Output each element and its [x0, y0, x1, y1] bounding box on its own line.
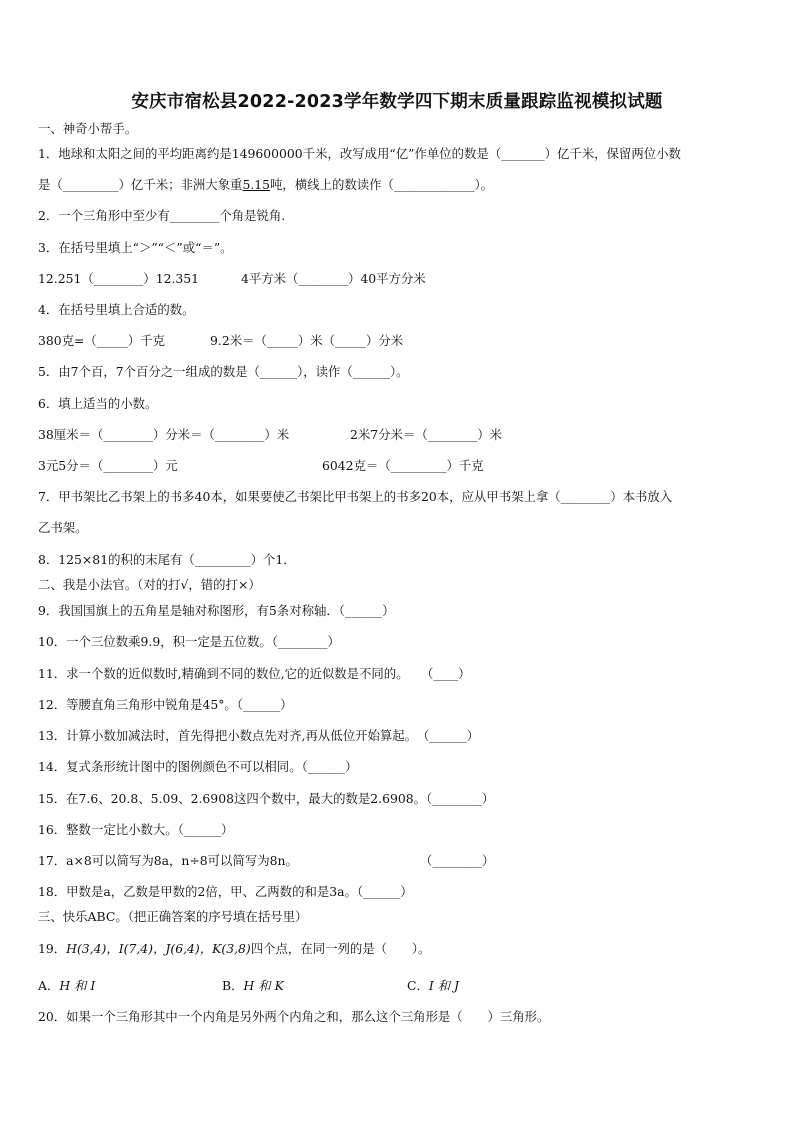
question-10: 10．一个三位数乘9.9，积一定是五位数。（________） — [38, 634, 340, 649]
section-3-heading: 三、快乐ABC。（把正确答案的序号填在括号里） — [38, 909, 308, 924]
option-a — [38, 978, 95, 994]
question-19 — [38, 941, 758, 957]
question-17-blank: （________） — [420, 853, 495, 868]
option-a-text: H 和 I — [59, 978, 96, 993]
question-6: 6．填上适当的小数。 — [38, 396, 158, 411]
question-4-item-b: 9.2米＝（_____）米（_____）分米 — [210, 333, 404, 348]
question-7-line-1: 7．甲书架比乙书架上的书多40本，如果要使乙书架比甲书架上的书多20本，应从甲书架上拿（________）本书放入 — [38, 489, 673, 504]
option-a-label: A． — [38, 978, 60, 993]
question-2: 2．一个三角形中至少有________个角是锐角. — [38, 208, 286, 223]
question-19-text: 四个点，在同一列的是（ ）。 — [250, 941, 431, 956]
option-b-label: B． — [222, 978, 244, 993]
question-3-item-a: 12.251（________）12.351 — [38, 271, 200, 286]
question-3: 3．在括号里填上“＞”“＜”或“＝”。 — [38, 240, 233, 255]
question-17-text: 17．a×8可以简写为8a，n÷8可以简写为8n。 — [38, 853, 298, 868]
option-c — [407, 978, 459, 994]
question-19-points: H(3,4)，I(7,4)，J(6,4)，K(3,8) — [66, 941, 251, 956]
question-1-line-2 — [38, 177, 758, 193]
option-b — [222, 978, 284, 994]
question-13: 13．计算小数加减法时，首先得把小数点先对齐,再从低位开始算起。 （______） — [38, 728, 479, 743]
section-2-heading: 二、我是小法官。（对的打√，错的打×） — [38, 577, 261, 592]
question-6-item-d: 6042克＝（_________）千克 — [322, 458, 484, 473]
question-3-item-b: 4平方米（________）40平方分米 — [241, 271, 426, 286]
question-12: 12．等腰直角三角形中锐角是45°。（______） — [38, 697, 293, 712]
question-4-item-a: 380克=（_____）千克 — [38, 333, 165, 348]
question-15: 15．在7.6、20.8、5.09、2.6908这四个数中，最大的数是2.6908。（________） — [38, 791, 495, 806]
question-11: 11．求一个数的近似数时,精确到不同的数位,它的近似数是不同的。 （____） — [38, 666, 471, 681]
question-1-text-a: 是（_________）亿千米；非洲大象重 — [38, 177, 243, 192]
question-18: 18．甲数是a，乙数是甲数的2倍，甲、乙两数的和是3a。（______） — [38, 884, 413, 899]
question-16: 16．整数一定比小数大。（______） — [38, 822, 234, 837]
question-8: 8．125×81的积的末尾有（_________）个1． — [38, 552, 296, 567]
question-9: 9．我国国旗上的五角星是轴对称图形，有5条对称轴．（______） — [38, 603, 395, 618]
question-1-line-1: 1．地球和太阳之间的平均距离约是149600000千米，改写成用“亿”作单位的数是（_______）亿千米，保留两位小数 — [38, 146, 681, 161]
question-4: 4．在括号里填上合适的数。 — [38, 302, 195, 317]
section-1-heading: 一、神奇小帮手。 — [38, 121, 138, 136]
question-20: 20．如果一个三角形其中一个内角是另外两个内角之和，那么这个三角形是（ ）三角形。 — [38, 1009, 550, 1024]
option-b-text: H 和 K — [243, 978, 284, 993]
question-1-text-b: 吨，横线上的数读作（_____________）。 — [270, 177, 494, 192]
option-c-text: I 和 J — [428, 978, 460, 993]
question-6-item-c: 3元5分＝（________）元 — [38, 458, 178, 473]
question-6-item-a: 38厘米＝（________）分米＝（________）米 — [38, 427, 290, 442]
question-7-line-2: 乙书架。 — [38, 520, 88, 535]
question-5: 5．由7个百，7个百分之一组成的数是（______），读作（______）。 — [38, 364, 409, 379]
question-14: 14．复式条形统计图中的图例颜色不可以相同。（______） — [38, 759, 358, 774]
question-6-item-b: 2米7分米＝（________）米 — [350, 427, 503, 442]
page-title: 安庆市宿松县2022-2023学年数学四下期末质量跟踪监视模拟试题 — [131, 92, 663, 112]
option-c-label: C． — [407, 978, 429, 993]
question-1-underlined-value: 5.15 — [242, 177, 271, 192]
question-19-number: 19． — [38, 941, 67, 956]
